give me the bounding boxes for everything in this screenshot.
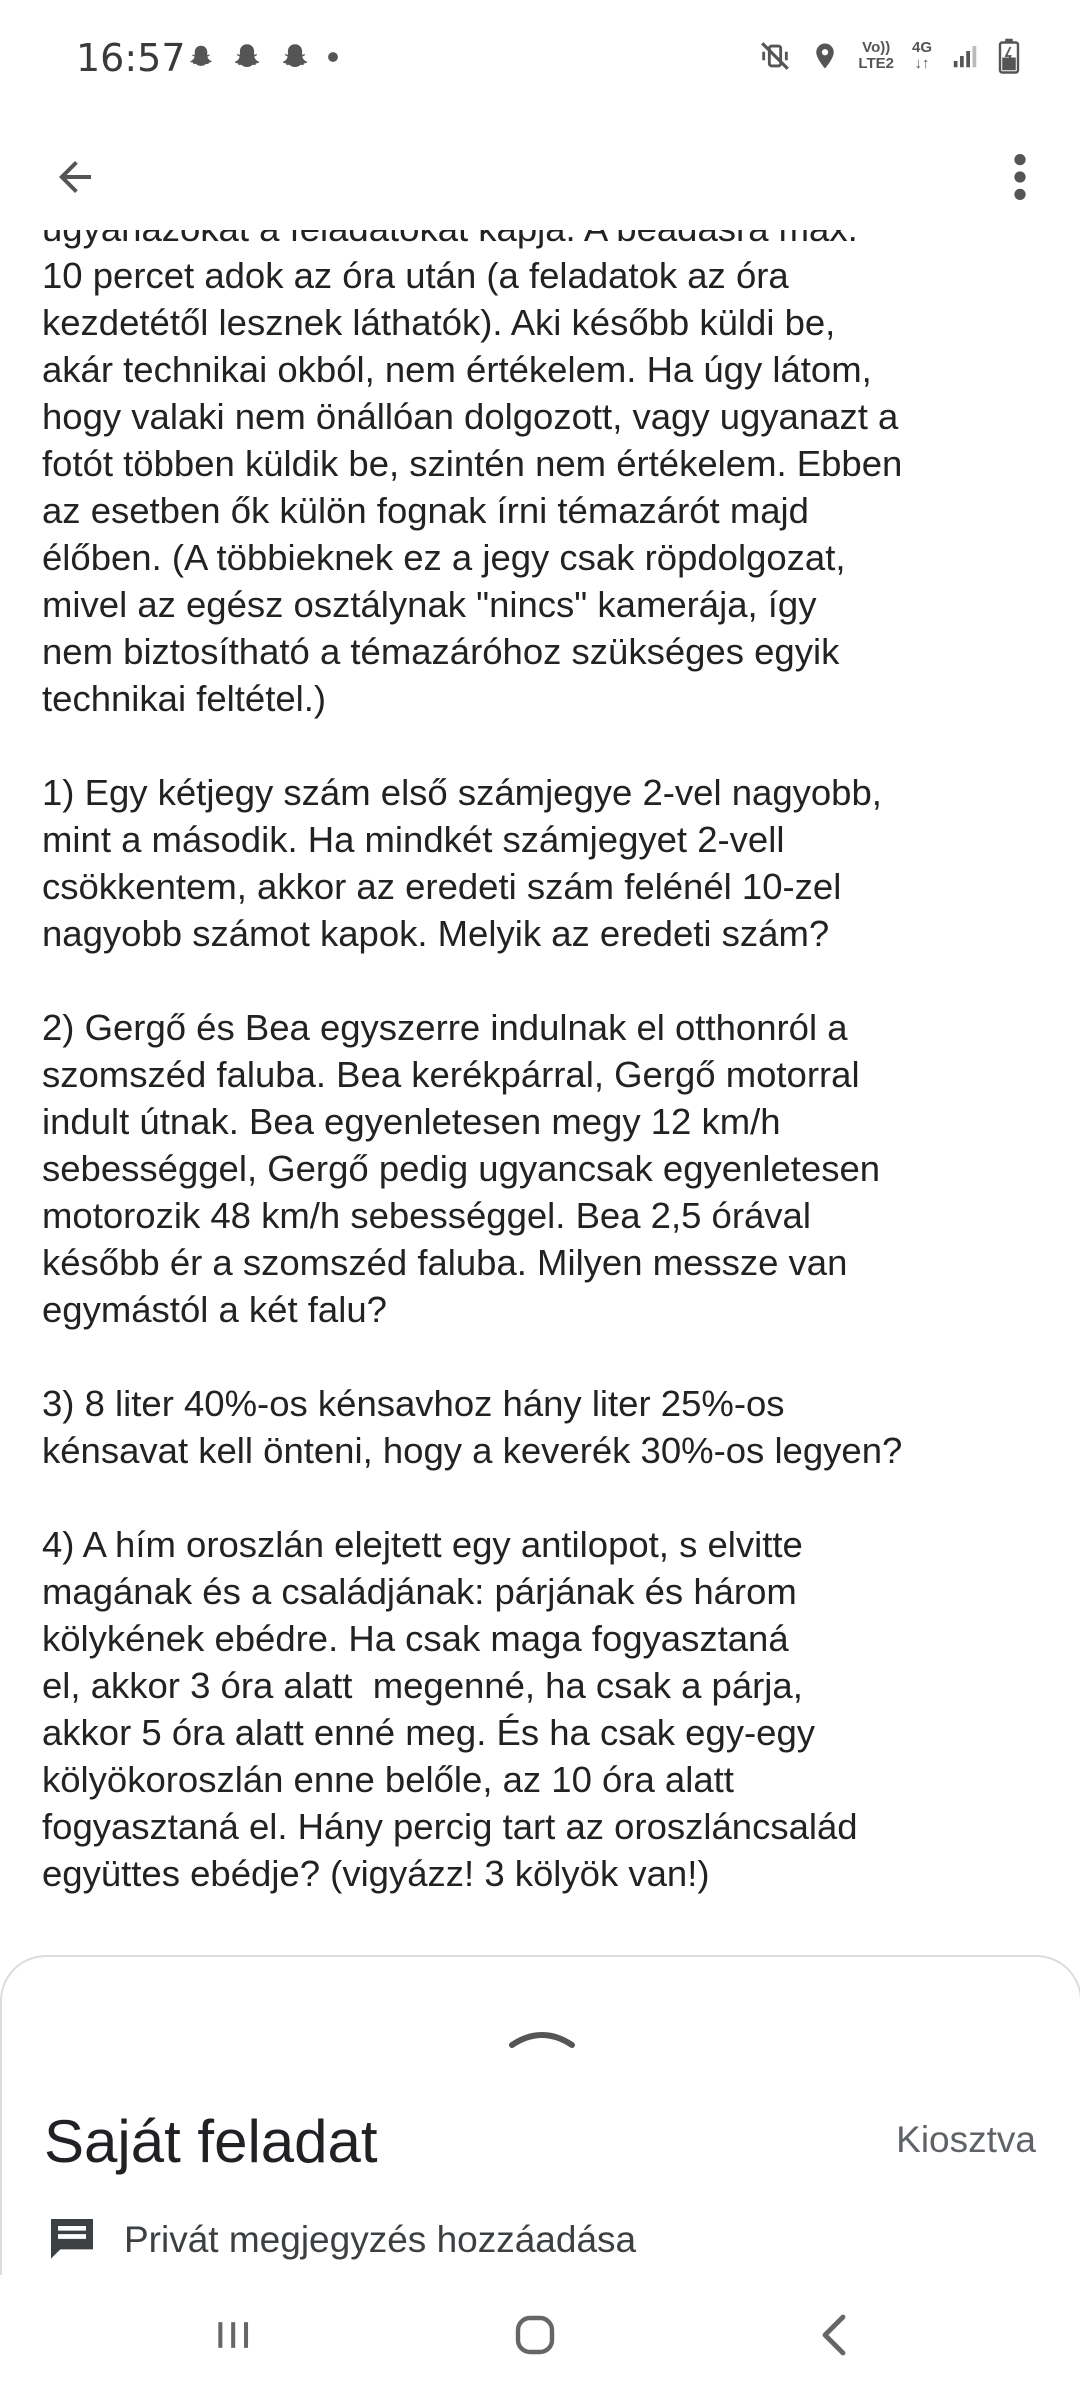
your-work-sheet <box>0 1955 1080 2277</box>
location-icon <box>810 39 840 73</box>
task-2: 2) Gergő és Bea egyszerre indulnak el otthonról a szomszéd faluba. Bea kerékpárral, Gergő motorral indult útnak. Bea egyenletesen megy 12 km/h sebességgel, Gergő pedig ugyancsak egyenletesen motorozik 48 km/h sebességgel. Bea 2,5 órával később ér a szomszéd faluba. Milyen messze van egymástól a két falu? <box>42 1007 881 1330</box>
expand-sheet-handle[interactable] <box>502 2017 582 2057</box>
network-type-label: 4G <box>911 39 932 56</box>
intro-paragraph: 10 percet adok az óra után (a feladatok az óra kezdetétől lesznek láthatók). Aki később küldi be, akár technikai okból, nem értékelem. Ha úgy látom, hogy valaki nem önállóan dolgozott, vagy ugyanazt a fotót többen küldik be, szintén nem értékelem. Ebben az esetben ők külön fognak írni témazárót majd élőben. (A többieknek ez a jegy csak röpdolgozat, mivel az egész osztálynak "nincs" kamerája, így nem biztosítható a témazáróhoz szükséges egyik technikai feltétel.) <box>42 255 903 719</box>
battery-icon <box>998 38 1020 74</box>
nav-back-button[interactable] <box>790 2305 880 2365</box>
lte-label: LTE2 <box>858 55 894 72</box>
comment-icon <box>44 2212 100 2268</box>
snapchat-icon <box>278 40 312 74</box>
task-1: 1) Egy kétjegy szám első számjegye 2-vel nagyobb, mint a második. Ha mindkét számjegyet 2-vell csökkentem, akkor az eredeti szám felénél 10-zel nagyobb számot kapok. Melyik az eredeti szám? <box>42 772 882 954</box>
assignment-description <box>42 205 1052 1945</box>
assignment-status: Kiosztva <box>896 2119 1036 2160</box>
status-bar <box>0 0 1080 120</box>
snapchat-icon <box>186 42 216 72</box>
arrow-back-icon <box>51 153 99 201</box>
recents-button[interactable] <box>188 2305 278 2365</box>
status-time: 16:57 <box>76 36 186 80</box>
back-button[interactable] <box>40 142 110 212</box>
mute-vibrate-icon <box>758 39 792 73</box>
private-comment-label: Privát megjegyzés hozzáadása <box>124 2219 637 2260</box>
more-options-button[interactable] <box>990 142 1050 212</box>
notification-icons <box>186 40 340 74</box>
home-icon <box>511 2311 559 2359</box>
chevron-up-icon <box>502 2017 582 2057</box>
app-bar <box>0 120 1080 230</box>
dot-icon <box>326 50 340 64</box>
nav-back-icon <box>815 2311 855 2359</box>
add-private-comment[interactable] <box>44 2212 636 2268</box>
volte-icon <box>858 40 894 72</box>
task-4: 4) A hím oroszlán elejtett egy antilopot, s elvitte magának és a családjának: párjának és három kölykének ebédre. Ha csak maga fogyasztaná el, akkor 3 óra alatt megenné, ha csak a párja, akkor 5 óra alatt enné meg. És ha csak egy-egy kölyökoroszlán enne belőle, az 10 óra alatt fogyasztaná el. Hány percig tart az oroszláncsalád együttes ebédje? (vigyázz! 3 kölyök van!) <box>42 1524 858 1894</box>
task-3: 3) 8 liter 40%-os kénsavhoz hány liter 25%-os kénsavat kell önteni, hogy a keverék 30%-os legyen? <box>42 1383 903 1471</box>
more-vert-icon <box>1012 151 1028 203</box>
network-type <box>912 40 932 72</box>
recents-icon <box>211 2313 255 2357</box>
snapchat-icon <box>230 40 264 74</box>
volte-label: Vo)) <box>862 39 891 56</box>
system-status-icons <box>758 38 1020 74</box>
signal-icon <box>950 41 980 71</box>
sheet-title: Saját feladat <box>44 2108 378 2175</box>
system-nav-bar <box>0 2275 1080 2400</box>
data-arrows-icon: ↓↑ <box>914 55 930 72</box>
home-button[interactable] <box>490 2305 580 2365</box>
